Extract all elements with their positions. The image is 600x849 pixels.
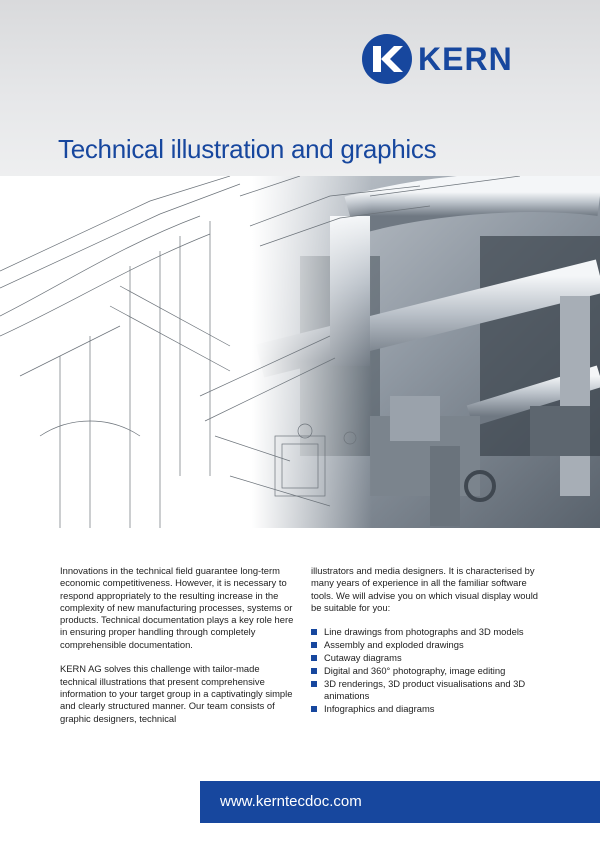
- logo-circle-icon: [362, 34, 412, 84]
- footer-band: [200, 781, 600, 823]
- list-item: 3D renderings, 3D product visualisations and 3D animations: [311, 678, 547, 703]
- intro-paragraph: Innovations in the technical field guarantee long-term economic competitiveness. However, it is necessary to respond appropriately to the resulting increase in the complexity of new manufacturing processes, systems or products. Technical documentation plays a key role here in ensuring proper handling through completely comprehensible documentation.: [60, 565, 294, 650]
- square-bullet-icon: [311, 655, 317, 661]
- kern-logo: [362, 34, 513, 84]
- square-bullet-icon: [311, 642, 317, 648]
- page-title: Technical illustration and graphics: [58, 134, 437, 164]
- list-item: Digital and 360° photography, image editing: [311, 665, 547, 677]
- k-monogram-icon: [370, 44, 404, 74]
- list-item: Infographics and diagrams: [311, 703, 547, 715]
- list-item: Assembly and exploded drawings: [311, 639, 547, 651]
- list-item: Line drawings from photographs and 3D models: [311, 626, 547, 638]
- square-bullet-icon: [311, 706, 317, 712]
- square-bullet-icon: [311, 681, 317, 687]
- solution-paragraph: KERN AG solves this challenge with tailor-made technical illustrations that present comprehensive information to your target group in a captivatingly simple and clearly structured manner. Our team consists of graphic designers, technical: [60, 663, 293, 724]
- square-bullet-icon: [311, 629, 317, 635]
- hero-industrial-illustration: [0, 176, 600, 528]
- list-item: Cutaway diagrams: [311, 652, 547, 664]
- team-paragraph: illustrators and media designers. It is characterised by many years of experience in all the familiar software tools. We will advise you on which visual display would be suitable for you:: [311, 565, 539, 613]
- website-link[interactable]: www.kerntecdoc.com: [220, 793, 362, 810]
- header-band: [0, 0, 600, 176]
- services-list: [311, 626, 547, 715]
- square-bullet-icon: [311, 668, 317, 674]
- intro-column-left: [60, 565, 296, 737]
- logo-wordmark: KERN: [418, 40, 513, 77]
- intro-column-right: [311, 565, 547, 716]
